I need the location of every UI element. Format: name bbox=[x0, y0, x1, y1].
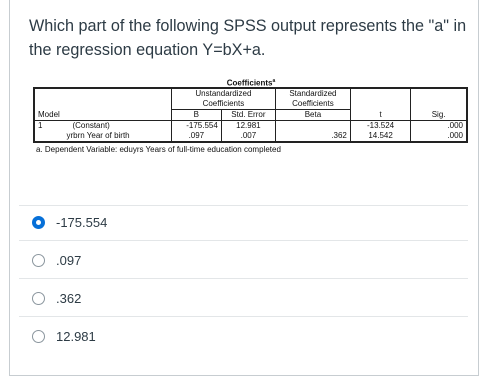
header-empty bbox=[34, 88, 46, 110]
header-empty-2 bbox=[46, 88, 171, 110]
header-model: Model bbox=[34, 110, 171, 121]
answer-option-3[interactable] bbox=[32, 288, 81, 308]
title-footnote-marker: a bbox=[272, 78, 276, 84]
cell-std-error: 12.981 bbox=[221, 121, 275, 132]
radio-button[interactable] bbox=[32, 330, 45, 343]
divider bbox=[19, 316, 468, 317]
answer-option-2[interactable] bbox=[32, 250, 81, 270]
header-beta: Beta bbox=[275, 110, 350, 121]
cell-b: .097 bbox=[171, 131, 221, 142]
coefficients-title bbox=[36, 75, 466, 87]
header-standardized: Standardized Coefficients bbox=[275, 88, 350, 110]
header-unstandardized: Unstandardized Coefficients bbox=[171, 88, 275, 110]
cell-t: 14.542 bbox=[350, 131, 410, 142]
header-t-empty bbox=[350, 88, 410, 110]
header-sig: Sig. bbox=[411, 110, 467, 121]
spss-output bbox=[26, 75, 466, 154]
coefficients-table bbox=[33, 87, 468, 143]
divider bbox=[19, 240, 468, 241]
cell-sig: .000 bbox=[411, 131, 467, 142]
header-std-error: Std. Error bbox=[221, 110, 275, 121]
answer-label: -175.554 bbox=[56, 214, 108, 230]
table-row bbox=[34, 121, 467, 132]
cell-beta: .362 bbox=[275, 131, 350, 142]
table-row bbox=[34, 131, 467, 142]
answer-label: .097 bbox=[56, 252, 82, 268]
radio-button-selected[interactable] bbox=[32, 216, 45, 229]
radio-button[interactable] bbox=[32, 254, 45, 267]
answer-option-1[interactable] bbox=[32, 212, 107, 232]
header-b: B bbox=[171, 110, 221, 121]
cell-b: -175.554 bbox=[171, 121, 221, 132]
header-sig-empty bbox=[411, 88, 467, 110]
cell-sig: .000 bbox=[411, 121, 467, 132]
table-footnote: a. Dependent Variable: eduyrs Years of full-time education completed bbox=[36, 145, 281, 154]
answer-label: 12.981 bbox=[56, 328, 96, 344]
question-text: Which part of the following SPSS output represents the "a" in the regression equation Y=bX+a. bbox=[29, 17, 467, 59]
row-label: yrbrn Year of birth bbox=[46, 131, 171, 142]
cell-t: -13.524 bbox=[350, 121, 410, 132]
radio-button[interactable] bbox=[32, 292, 45, 305]
answer-option-4[interactable] bbox=[32, 326, 96, 346]
answer-label: .362 bbox=[56, 290, 82, 306]
divider bbox=[19, 205, 468, 206]
cell-std-error: .007 bbox=[221, 131, 275, 142]
header-t: t bbox=[350, 110, 410, 121]
model-number-empty bbox=[34, 131, 46, 142]
divider bbox=[19, 278, 468, 279]
row-label: (Constant) bbox=[72, 121, 110, 130]
coefficients-title-text: Coefficients bbox=[226, 78, 273, 88]
question-card bbox=[9, 0, 479, 376]
model-number: 1 bbox=[34, 121, 46, 132]
cell-beta bbox=[275, 121, 350, 132]
